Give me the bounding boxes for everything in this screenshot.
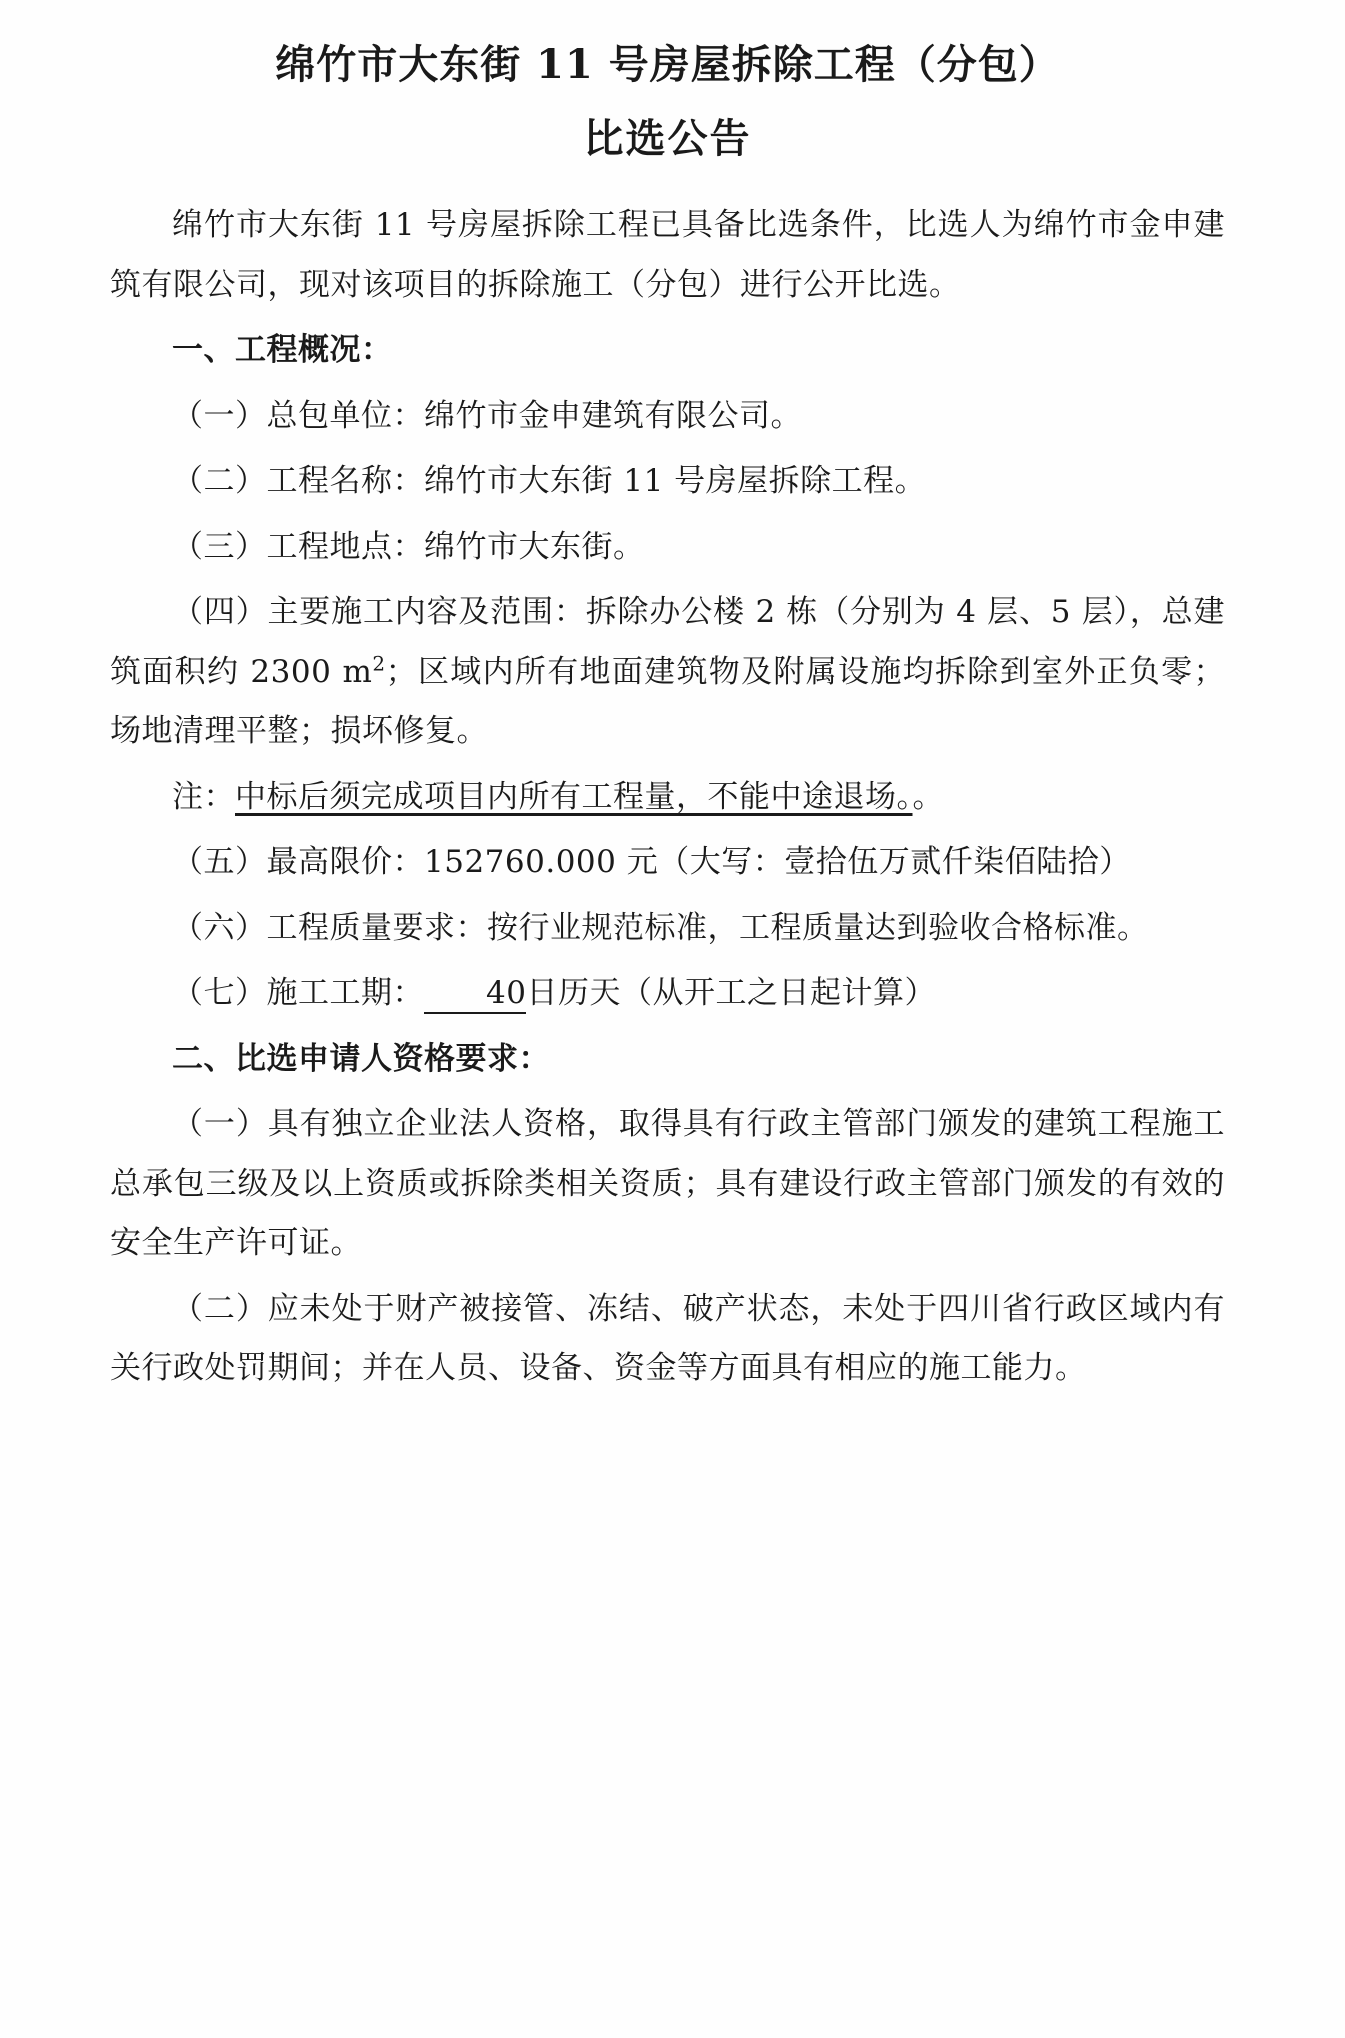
page-subtitle: 比选公告: [583, 115, 752, 162]
item-project-location: （三）工程地点：绵竹市大东街。: [172, 528, 645, 565]
item-general-contractor: （一）总包单位：绵竹市金申建筑有限公司。: [172, 397, 802, 434]
item-max-price: （五）最高限价：152760.000 元（大写：壹拾伍万贰仟柒佰陆拾）: [172, 844, 1131, 881]
note-underlined-text: 中标后须完成项目内所有工程量，不能中途退场。: [235, 778, 913, 815]
intro-paragraph: 绵竹市大东街 11 号房屋拆除工程已具备比选条件，比选人为绵竹市金申建筑有限公司，现对该项目的拆除施工（分包）进行公开比选。: [110, 207, 1225, 303]
scope-superscript: 2: [372, 651, 386, 676]
note-label: 注：: [172, 778, 235, 815]
item-construction-period: [110, 964, 1225, 1024]
page-title: 绵竹市大东街 11 号房屋拆除工程（分包）: [275, 41, 1060, 88]
period-suffix: 日历天（从开工之日起计算）: [526, 975, 936, 1012]
item-qualification-2: （二）应未处于财产被接管、冻结、破产状态，未处于四川省行政区域内有关行政处罚期间；并在人员、设备、资金等方面具有相应的施工能力。: [110, 1290, 1225, 1387]
item-qualification-1: （一）具有独立企业法人资格，取得具有行政主管部门颁发的建筑工程施工总承包三级及以上资质或拆除类相关资质；具有建设行政主管部门颁发的有效的安全生产许可证。: [110, 1106, 1225, 1262]
period-prefix: （七）施工工期：: [172, 975, 424, 1012]
scope-text-part1: （四）主要施工内容及范围：拆除办公楼 2 栋（分别为 4 层、5 层），总建筑面积约 2300 m: [110, 594, 1225, 690]
note-period: 。: [912, 778, 944, 815]
scope-text-part2: ；区域内所有地面建筑物及附属设施均拆除到室外正负零；场地清理平整；损坏修复。: [110, 653, 1225, 750]
section-heading-1: 一、工程概况：: [172, 332, 393, 369]
item-quality-requirement: （六）工程质量要求：按行业规范标准，工程质量达到验收合格标准。: [172, 909, 1149, 946]
item-note: [110, 768, 1225, 828]
item-project-name: （二）工程名称：绵竹市大东街 11 号房屋拆除工程。: [172, 463, 927, 500]
section-heading-2: 二、比选申请人资格要求：: [172, 1040, 550, 1077]
period-value: 40: [424, 975, 526, 1014]
item-scope-of-work: [110, 583, 1225, 762]
